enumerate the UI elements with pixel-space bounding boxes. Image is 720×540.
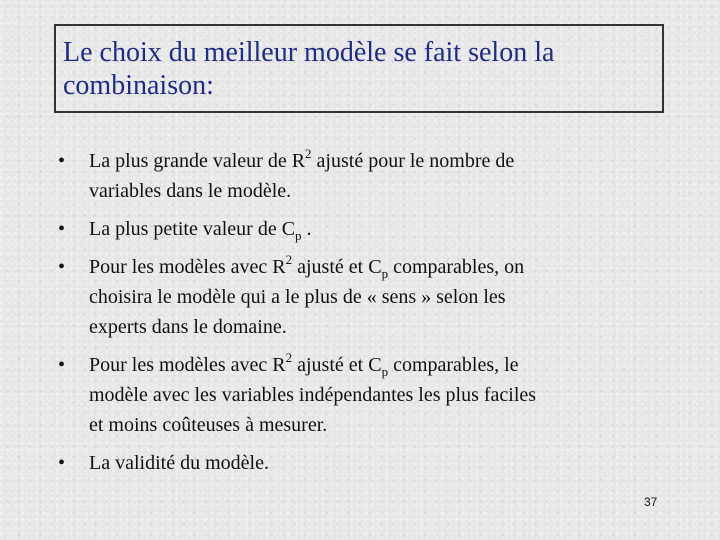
slide-title-line-1: Le choix du meilleur modèle se fait selon la	[63, 37, 555, 68]
subscript: p	[381, 364, 389, 379]
subscript: p	[381, 266, 389, 281]
slide-title-box	[54, 24, 664, 113]
bullet-line: variables dans le modèle.	[89, 180, 292, 202]
bullet-line: choisira le modèle qui a le plus de « sens » selon les	[89, 286, 506, 308]
bullet-line	[89, 350, 668, 380]
superscript: 2	[285, 350, 293, 366]
bullet-text: comparables, on	[388, 256, 525, 278]
bullet-text: La plus grande valeur de R	[89, 150, 306, 172]
bullet-line: et moins coûteuses à mesurer.	[89, 414, 328, 436]
bullet-text: .	[301, 218, 312, 240]
bullet-item	[58, 252, 668, 342]
bullet-item	[58, 350, 668, 440]
bullet-text: comparables, le	[388, 354, 519, 376]
bullet-text: Pour les modèles avec R	[89, 256, 286, 278]
superscript: 2	[305, 146, 312, 162]
bullet-line	[89, 146, 668, 176]
bullet-item	[58, 448, 668, 478]
bullet-line	[89, 252, 668, 282]
bullet-text: ajusté et C	[292, 354, 382, 376]
bullet-line: • La validité du modèle.	[89, 452, 269, 474]
page-number: 37	[644, 495, 658, 509]
bullet-text: ajusté et C	[292, 256, 382, 278]
subscript: p	[295, 228, 302, 243]
bullet-text: Pour les modèles avec R	[89, 354, 286, 376]
bullet-line	[89, 214, 668, 244]
bullet-item	[58, 146, 668, 206]
slide-title-line-2: combinaison:	[63, 70, 214, 101]
bullet-text: ajusté pour le nombre de	[311, 150, 515, 172]
bullet-text: La plus petite valeur de C	[89, 218, 296, 240]
bullet-list	[58, 146, 668, 486]
superscript: 2	[285, 252, 293, 268]
bullet-line: modèle avec les variables indépendantes les plus faciles	[89, 384, 537, 406]
bullet-line: experts dans le domaine.	[89, 316, 287, 338]
bullet-item	[58, 214, 668, 244]
